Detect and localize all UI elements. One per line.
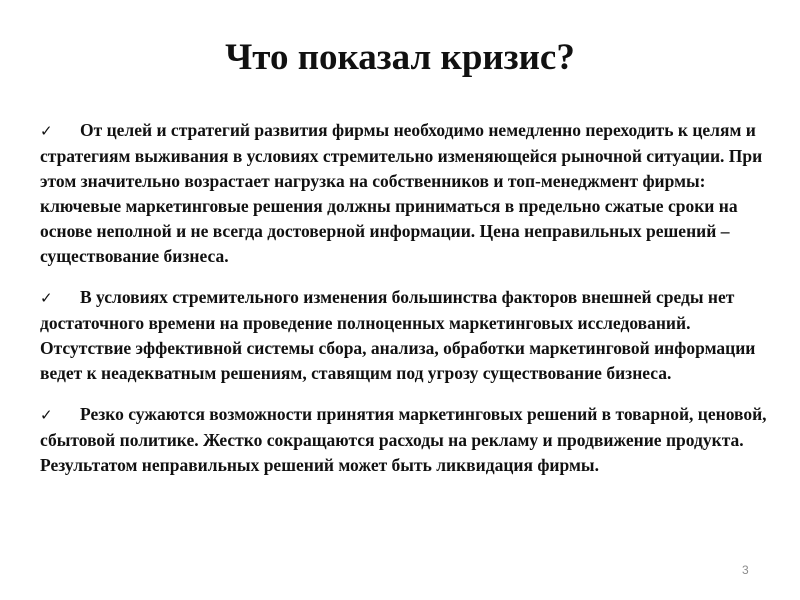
slide-title: Что показал кризис? xyxy=(225,37,575,78)
checkmark-icon: ✓ xyxy=(40,289,53,307)
bullet-text: Резко сужаются возможности принятия маркетинговых решений в товарной, ценовой, сбытовой политике. Жестко сокращаются расходы на рекламу и продвижение продукта. Результатом неправильных решений может быть ликвидация фирмы. xyxy=(40,404,767,475)
bullet-item xyxy=(40,118,768,269)
bullet-text: В условиях стремительного изменения большинства факторов внешней среды нет достаточного времени на проведение полноценных маркетинговых исследований. Отсутствие эффективной системы сбора, анализа, обработки маркетинговой информации ведет к неадекватным решениям, ставящим под угрозу существование бизнеса. xyxy=(40,287,756,383)
bullet-list xyxy=(40,118,768,494)
bullet-text: От целей и стратегий развития фирмы необходимо немедленно переходить к целям и стратегиям выживания в условиях стремительно изменяющейся рыночной ситуации. При этом значительно возрастает нагрузка на собственников и топ-менеджмент фирмы: ключевые маркетинговые решения должны приниматься в предельно сжатые сроки на основе неполной и не всегда достоверной информации. Цена неправильных решений – существование бизнеса. xyxy=(40,120,763,266)
checkmark-icon: ✓ xyxy=(40,406,53,424)
bullet-item xyxy=(40,402,768,478)
page-number: 3 xyxy=(742,563,749,577)
bullet-item xyxy=(40,285,768,386)
checkmark-icon: ✓ xyxy=(40,122,53,140)
